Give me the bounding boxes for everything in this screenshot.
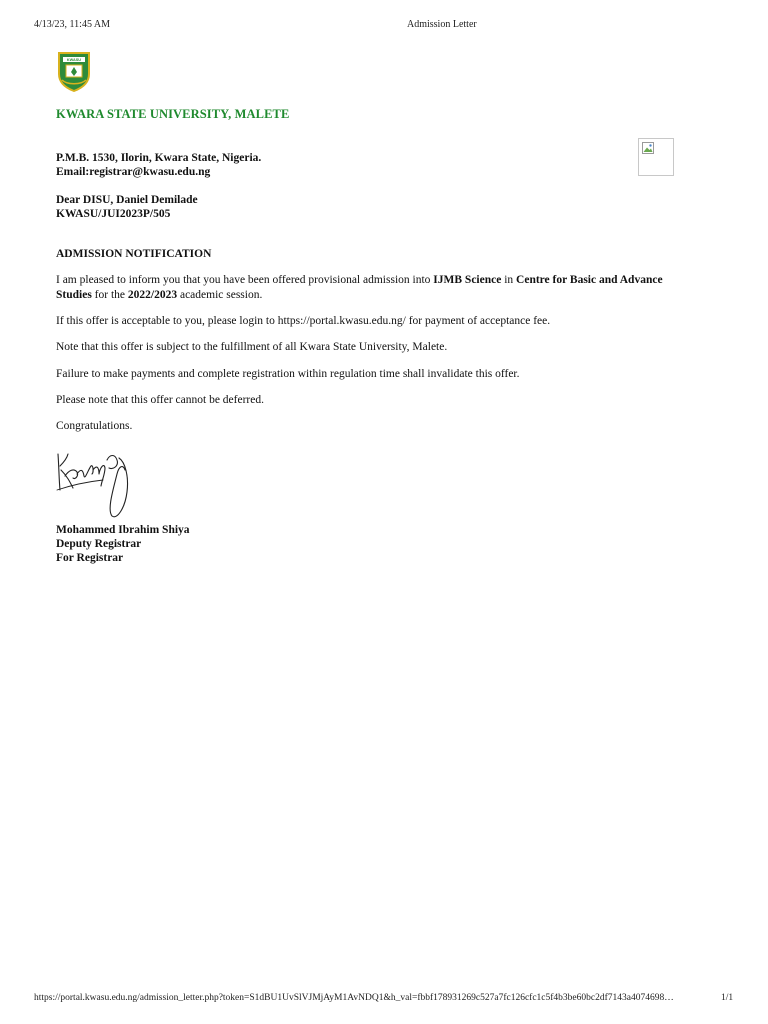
broken-image-icon — [642, 142, 654, 154]
condition-paragraph: Note that this offer is subject to the fulfillment of all Kwara State University, Malete. — [56, 341, 448, 353]
academic-session: 2022/2023 — [127, 289, 178, 301]
signatory-position: Deputy Registrar — [56, 538, 142, 550]
offer-paragraph — [56, 273, 666, 303]
address-block — [56, 151, 261, 179]
broken-image-placeholder — [638, 138, 674, 176]
letter-heading: ADMISSION NOTIFICATION — [56, 248, 212, 260]
university-logo — [56, 50, 92, 92]
programme-name: IJMB Science — [433, 274, 502, 286]
acceptance-paragraph: If this offer is acceptable to you, please login to https://portal.kwasu.edu.ng/ for payment of acceptance fee. — [56, 315, 551, 327]
registration-number: KWASU/JUI2023P/505 — [56, 208, 171, 220]
signatory-for: For Registrar — [56, 552, 124, 564]
recipient-block — [56, 193, 198, 221]
offer-text-end: academic session. — [177, 289, 263, 301]
signatory-name: Mohammed Ibrahim Shiya — [56, 524, 190, 536]
salutation: Dear DISU, Daniel Demilade — [56, 194, 198, 206]
congratulations-text: Congratulations. — [56, 420, 133, 432]
logo-text: KWASU — [66, 58, 82, 63]
centre-name: Centre for Basic and Advance Studies — [56, 274, 663, 301]
offer-text-in: in — [501, 274, 517, 286]
offer-text-for: for the — [91, 289, 128, 301]
print-datetime: 4/13/23, 11:45 AM — [34, 19, 111, 30]
handwritten-signature — [55, 446, 135, 524]
university-name: KWARA STATE UNIVERSITY, MALETE — [56, 107, 290, 121]
registrar-email: Email:registrar@kwasu.edu.ng — [56, 166, 211, 178]
signatory-block — [56, 523, 190, 565]
deadline-paragraph: Failure to make payments and complete registration within regulation time shall invalidate this offer. — [56, 368, 520, 380]
offer-text-start: I am pleased to inform you that you have been offered provisional admission into — [56, 274, 434, 286]
print-footer-url: https://portal.kwasu.edu.ng/admission_letter.php?token=S1dBU1UvSlVJMjAyM1AvNDQ1&h_val=fbbf178931269c527a7fc126cfc1c5f4b3be60bc2df7143a4074698… — [34, 993, 674, 1003]
deferment-paragraph: Please note that this offer cannot be deferred. — [56, 394, 264, 406]
print-title: Admission Letter — [407, 19, 477, 30]
print-page-number: 1/1 — [721, 993, 734, 1003]
university-address: P.M.B. 1530, Ilorin, Kwara State, Nigeria. — [56, 152, 262, 164]
